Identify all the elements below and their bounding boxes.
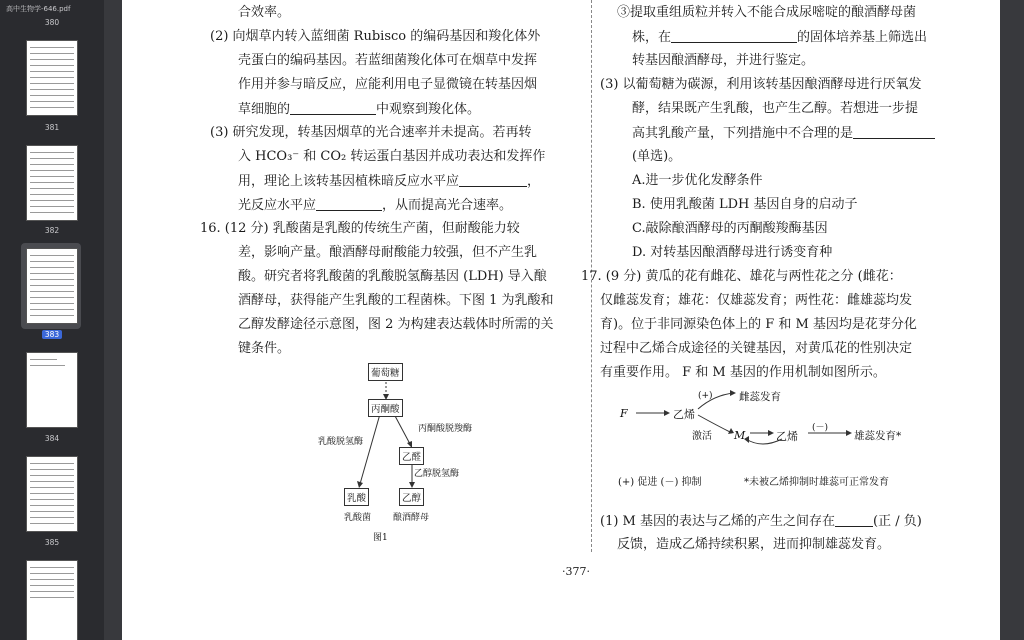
text-line: 株，在 的固体培养基上筛选出 [632,30,928,45]
page-thumbnail-383[interactable] [26,248,78,324]
fig2-F: F [620,407,628,420]
fig2-stamen: 雄蕊发育* [854,430,902,442]
text-line: 光反应水平应 ，从而提高光合速率。 [238,198,513,213]
text-line: 键条件。 [238,341,291,356]
question-16-line: 16. (12 分) 乳酸菌是乳酸的传统生产菌，但耐酸能力较 [200,221,520,236]
fig2-activate: 激活 [692,431,712,442]
text-line: 入 HCO₃⁻ 和 CO₂ 转运蛋白基因并成功表达和发挥作 [238,149,546,164]
text-line: (3) 研究发现，转基因烟草的光合速率并未提高。若再转 [210,125,532,140]
fig2-minus: (－) [812,423,829,433]
pdf-page [122,0,1000,640]
text-line: 作用并参与暗反应，应能利用电子显微镜在转基因烟 [238,77,538,92]
answer-blank [671,30,797,43]
fig2-plus: (+) [698,391,713,401]
text-line: 用，理论上该转基因植株暗反应水平应 ， [238,174,541,189]
answer-blank [853,126,935,139]
question-17-line: 17. (9 分) 黄瓜的花有雌花、雄花与两性花之分 (雌花： [581,269,902,284]
fig2-legend-2: *未被乙烯抑制时雄蕊可正常发育 [744,477,889,488]
answer-blank [835,514,873,527]
fig2-pistil: 雌蕊发育 [739,391,781,403]
thumb-label-385: 385 [44,538,60,547]
fig1-label-yeast: 酿酒酵母 [393,513,430,523]
option-a: A.进一步优化发酵条件 [632,173,763,188]
file-title: 高中生物学-646.pdf [6,5,71,13]
thumb-label-381: 381 [44,123,60,132]
answer-blank [290,102,376,115]
text-line: 乙醇发酵途径示意图，图 2 为构建表达载体时所需的关 [238,317,554,332]
page-thumbnail-382[interactable] [26,145,78,221]
option-c: C.敲除酿酒酵母的丙酮酸羧酶基因 [632,221,828,236]
text-line: ③提取重组质粒并转入不能合成尿嘧啶的酿酒酵母菌 [617,5,917,20]
text-line: 酵，结果既产生乳酸，也产生乙醇。若想进一步提 [632,101,919,116]
text-line: (3) 以葡萄糖为碳源，利用该转基因酿酒酵母进行厌氧发 [600,77,922,92]
text-line: (单选)。 [632,149,682,164]
text-line: 育)。位于非同源染色体上的 F 和 M 基因均是花芽分化 [600,317,917,332]
text-line: 过程中乙烯合成途径的关键基因，对黄瓜花的性别决定 [600,341,913,356]
text-line: (2) 向烟草内转入蓝细菌 Rubisco 的编码基因和羧化体外 [210,29,541,44]
fig1-node-acetaldehyde: 乙醛 [399,447,424,465]
document-viewport[interactable] [104,0,1024,640]
text-line: 差，影响产量。酿酒酵母耐酸能力较强，但不产生乳 [238,245,538,260]
answer-blank [316,198,382,211]
thumb-label-383: 383 [0,330,104,339]
option-b: B. 使用乳酸菌 LDH 基因自身的启动子 [632,197,858,212]
fig2-M: M [734,429,746,442]
text-line: 合效率。 [238,5,291,20]
fig2-arrows [622,385,942,455]
fig1-caption: 图1 [373,533,388,543]
text-line: 酒酵母，获得能产生乳酸的工程菌株。下图 1 为乳酸和 [238,293,554,308]
text-line: (1) M 基因的表达与乙烯的产生之间存在 (正 / 负) [600,514,922,529]
fig1-node-ethanol: 乙醇 [399,488,424,506]
page-thumbnail-384[interactable] [26,352,78,428]
fig2-ethylene-2: 乙烯 [776,430,798,443]
text-line: 高其乳酸产量，下列措施中不合理的是 [632,126,935,140]
answer-blank [459,174,527,187]
text-line: 反馈，造成乙烯持续积累，进而抑制雄蕊发育。 [617,537,891,552]
text-line: 仅雌蕊发育；雄花：仅雄蕊发育；两性花：雌雄蕊均发 [600,293,913,308]
fig1-node-lactate: 乳酸 [344,488,369,506]
page-thumbnail-381[interactable] [26,40,78,116]
page-thumbnail-386[interactable] [26,560,78,640]
thumbnail-sidebar [0,0,104,640]
fig1-label-ldh: 乳酸脱氢酶 [318,437,364,447]
option-d: D. 对转基因酿酒酵母进行诱变育种 [632,245,833,260]
page-number: ·377· [562,565,590,578]
fig1-node-pyruvate: 丙酮酸 [368,399,403,417]
text-line: 有重要作用。 F 和 M 基因的作用机制如图所示。 [600,365,886,380]
fig1-node-glucose: 葡萄糖 [368,363,403,381]
text-line: 草细胞的 中观察到羧化体。 [238,102,481,117]
text-line: 酸。研究者将乳酸菌的乳酸脱氢酶基因 (LDH) 导入酿 [238,269,547,284]
thumb-label-384: 384 [44,434,60,443]
thumb-label-382: 382 [44,226,60,235]
thumb-label-380: 380 [44,18,60,27]
text-line: 转基因酿酒酵母，并进行鉴定。 [632,53,815,68]
fig1-label-adh: 乙醇脱氢酶 [414,469,460,479]
text-line: 壳蛋白的编码基因。若蓝细菌羧化体可在烟草中发挥 [238,53,538,68]
fig1-label-pdc: 丙酮酸脱羧酶 [418,424,473,434]
fig2-ethylene-1: 乙烯 [673,408,695,421]
page-thumbnail-385[interactable] [26,456,78,532]
fig2-legend-1: (+) 促进 (－) 抑制 [618,477,702,488]
fig1-label-lab: 乳酸菌 [344,513,372,523]
